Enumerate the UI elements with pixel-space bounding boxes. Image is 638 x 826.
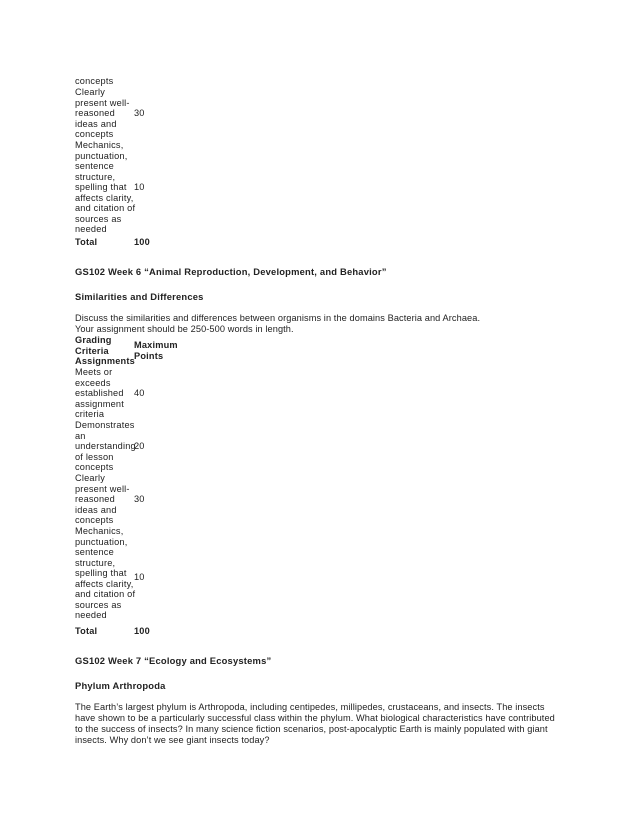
criteria-cell xyxy=(75,473,130,526)
criteria-line: reasoned xyxy=(75,108,115,118)
criteria-line: spelling that xyxy=(75,568,127,578)
criteria-line: Mechanics, xyxy=(75,140,124,150)
criteria-line: sources as xyxy=(75,213,122,224)
criteria-line: structure, xyxy=(75,557,116,568)
criteria-line: ideas and xyxy=(75,118,117,129)
criteria-line: assignment xyxy=(75,398,124,409)
header-line: Points xyxy=(134,350,164,361)
criteria-line: Mechanics, xyxy=(75,526,124,536)
body-text: to the success of insects? In many science fiction scenarios, post-apocalyptic Earth is mainly populated with giant xyxy=(75,724,548,734)
criteria-line: sentence xyxy=(75,547,114,557)
criteria-cell xyxy=(75,420,136,473)
table-header-criteria xyxy=(75,335,135,367)
body-text: The Earth’s largest phylum is Arthropoda, including centipedes, millipedes, crustaceans, and insects. The insects xyxy=(75,702,545,712)
header-line: Assignments xyxy=(75,356,135,366)
criteria-line: punctuation, xyxy=(75,536,128,547)
body-text: Discuss the similarities and differences between organisms in the domains Bacteria and Archaea. xyxy=(75,313,481,323)
criteria-line: sentence xyxy=(75,161,114,171)
criteria-line: present well- xyxy=(75,97,130,108)
criteria-line: concepts xyxy=(75,462,114,472)
criteria-cell xyxy=(75,87,130,140)
criteria-text: concepts xyxy=(75,76,114,86)
criteria-cell xyxy=(75,526,135,621)
points-value: 20 xyxy=(134,441,145,451)
section-subheading: Similarities and Differences xyxy=(75,291,204,302)
criteria-line: ideas and xyxy=(75,504,117,515)
points-value: 10 xyxy=(134,572,145,582)
body-text: Your assignment should be 250-500 words in length. xyxy=(75,324,294,334)
section-heading: GS102 Week 7 “Ecology and Ecosystems” xyxy=(75,655,272,666)
criteria-line: present well- xyxy=(75,483,130,494)
criteria-line: understanding xyxy=(75,441,136,451)
header-line: Grading xyxy=(75,335,112,345)
criteria-line: and citation of xyxy=(75,589,136,599)
body-text: insects. Why don’t we see giant insects today? xyxy=(75,735,270,745)
criteria-line: Demonstrates xyxy=(75,420,135,430)
criteria-line: structure, xyxy=(75,171,116,182)
total-label: Total xyxy=(75,626,98,636)
table-header-points xyxy=(134,340,178,361)
points-value: 30 xyxy=(134,108,145,118)
criteria-cell xyxy=(75,140,135,235)
criteria-line: needed xyxy=(75,224,107,234)
criteria-line: reasoned xyxy=(75,494,115,504)
criteria-line: concepts xyxy=(75,515,114,525)
criteria-line: Clearly xyxy=(75,473,105,483)
total-value: 100 xyxy=(134,626,150,636)
header-line: Criteria xyxy=(75,345,109,356)
criteria-line: exceeds xyxy=(75,377,111,388)
criteria-cell xyxy=(75,367,124,420)
criteria-line: concepts xyxy=(75,129,114,139)
header-line: Maximum xyxy=(134,340,178,350)
points-value: 40 xyxy=(134,388,145,398)
points-value: 30 xyxy=(134,494,145,504)
criteria-line: spelling that xyxy=(75,182,127,192)
criteria-line: criteria xyxy=(75,409,105,419)
criteria-line: affects clarity, xyxy=(75,578,134,589)
section-subheading: Phylum Arthropoda xyxy=(75,680,166,691)
criteria-line: needed xyxy=(75,610,107,620)
body-text: have shown to be a particularly successful class within the phylum. What biological characteristics have contributed xyxy=(75,713,555,723)
criteria-line: established xyxy=(75,388,124,398)
criteria-line: sources as xyxy=(75,599,122,610)
criteria-line: of lesson xyxy=(75,451,114,462)
criteria-line: and citation of xyxy=(75,203,136,213)
total-value: 100 xyxy=(134,237,150,247)
section-heading: GS102 Week 6 “Animal Reproduction, Development, and Behavior” xyxy=(75,266,387,277)
criteria-line: Meets or xyxy=(75,367,113,377)
total-label: Total xyxy=(75,237,98,247)
criteria-line: punctuation, xyxy=(75,150,128,161)
points-value: 10 xyxy=(134,182,145,192)
criteria-line: Clearly xyxy=(75,87,105,97)
criteria-line: affects clarity, xyxy=(75,192,134,203)
criteria-line: an xyxy=(75,430,86,441)
